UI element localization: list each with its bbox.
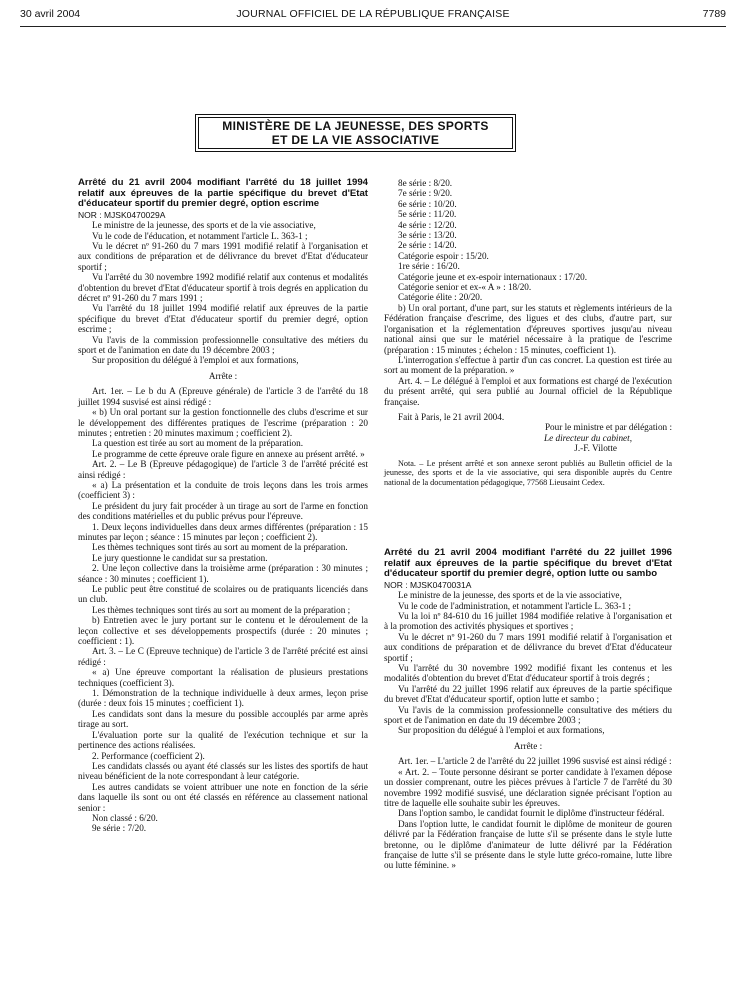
grade-line: 8e série : 8/20. <box>398 178 453 188</box>
paragraph: Sur proposition du délégué à l'emploi et aux formations, <box>92 355 299 366</box>
paragraph: L'interrogation s'effectue à partir d'un cas concret. La question est tirée au sort au moment de la préparation. » <box>384 354 672 376</box>
ministry-line-1: MINISTÈRE DE LA JEUNESSE, DES SPORTS <box>222 119 489 133</box>
signature-place-date: Fait à Paris, le 21 avril 2004. <box>398 411 505 422</box>
paragraph: Les thèmes techniques sont tirés au sort au moment de la préparation. <box>92 542 348 553</box>
article-paragraph: Art. 4. – Le délégué à l'emploi et aux formations est chargé de l'exécution du présent arrêté, qui sera publié au Journal officiel de la République française. <box>384 375 672 407</box>
nota-note: Nota. – Le présent arrêté et son annexe seront publiés au Bulletin officiel de la jeunesse, des sports et de la vie associative, qui sera disponible auprès du Centre national de la documentation pédagogique, 77568 Lieusaint Cedex. <box>384 458 672 487</box>
paragraph: La question est tirée au sort au moment de la préparation. <box>92 438 303 449</box>
article-paragraph: Art. 3. – Le C (Epreuve technique) de l'article 3 de l'arrêté précité est ainsi rédigé : <box>78 646 368 667</box>
grade-line: Catégorie espoir : 15/20. <box>398 250 489 261</box>
signature-role: Le directeur du cabinet, <box>544 432 632 443</box>
decree-title: Arrêté du 21 avril 2004 modifiant l'arrêté du 22 juillet 1996 relatif aux épreuves de la partie spécifique du brevet d'Etat d'éducateur sportif du premier degré, option lutte ou sambo <box>384 547 672 580</box>
grade-line: Catégorie jeune et ex-espoir internationaux : 17/20. <box>398 271 588 282</box>
arrete-heading: Arrête : <box>513 740 543 751</box>
paragraph: 2. Performance (coefficient 2). <box>92 750 205 761</box>
grade-line: 9e série : 7/20. <box>92 823 147 834</box>
paragraph: Vu l'arrêté du 18 juillet 1994 modifié relatif aux épreuves de la partie spécifique du brevet d'Etat d'éducateur sportif du premier degré, option escrime ; <box>78 303 368 335</box>
paragraph: « a) La présentation et la conduite de trois leçons dans les trois armes (coefficient 3) : <box>78 479 368 501</box>
page-header <box>20 8 726 24</box>
grade-line: Catégorie élite : 20/20. <box>398 292 483 303</box>
right-column-bottom <box>384 548 672 871</box>
header-page-number: 7789 <box>702 8 726 20</box>
paragraph: Vu l'avis de la commission professionnelle consultative des métiers du sport et de l'animation en date du 19 décembre 2003 ; <box>78 334 368 356</box>
article-paragraph: Art. 1er. – L'article 2 de l'arrêté du 22 juillet 1996 susvisé est ainsi rédigé : <box>398 756 672 767</box>
paragraph: Dans l'option lutte, le candidat fournit le diplôme de moniteur de gouren délivré par la Fédération française de lutte s'il se présente dans le style lutte bretonne, ou le diplôme d'animateur de lutte délivré par la Fédération française de lutte s'il se présente dans le style lutte gréco-romaine, lutte libre ou lutte féminine. » <box>384 818 672 871</box>
paragraph: Le programme de cette épreuve orale figure en annexe au présent arrêté. » <box>92 448 365 459</box>
paragraph: « Art. 2. – Toute personne désirant se porter candidate à l'examen dépose un dossier comprenant, outre les pièces prévues à l'article 7 de l'arrêté du 30 novembre 1992 modifié susvisé, une déclaration signée précisant l'option au titre de laquelle elle souhaite subir les épreuves. <box>384 766 672 808</box>
signature-delegation: Pour le ministre et par délégation : <box>544 422 672 433</box>
paragraph: Vu la loi nº 84-610 du 16 juillet 1984 modifiée relative à l'organisation et à la promotion des activités physiques et sportives ; <box>384 611 672 632</box>
grade-line: 3e série : 13/20. <box>398 230 457 241</box>
paragraph: L'évaluation porte sur la qualité de l'exécution technique et sur la pertinence des actions réalisées. <box>78 729 368 751</box>
grade-line: 5e série : 11/20. <box>398 209 457 220</box>
paragraph: Dans l'option sambo, le candidat fournit le diplôme d'instructeur fédéral. <box>398 808 665 819</box>
paragraph: Vu le décret nº 91-260 du 7 mars 1991 modifié relatif à l'organisation et aux conditions de préparation et de délivrance du brevet d'Etat d'éducateur sportif ; <box>78 241 368 272</box>
paragraph: Le public peut être constitué de scolaires ou de pratiquants licenciés dans un club. <box>78 584 368 605</box>
grade-line: Non classé : 6/20. <box>92 812 158 823</box>
header-date: 30 avril 2004 <box>20 8 81 20</box>
grade-line: 4e série : 12/20. <box>398 219 457 230</box>
paragraph: Vu l'arrêté du 30 novembre 1992 modifié relatif aux contenus et modalités d'obtention du brevet d'Etat d'éducateur sportif à trois degrés en application du décret nº 91-260 du 7 mars 1991 ; <box>78 272 368 304</box>
header-rule <box>20 26 726 27</box>
article-paragraph: Art. 2. – Le B (Epreuve pédagogique) de l'article 3 de l'arrêté précité est ainsi rédigé : <box>78 459 368 480</box>
paragraph: Vu l'arrêté du 22 juillet 1996 relatif aux épreuves de la partie spécifique du brevet d'Etat d'éducateur sportif, option lutte et sambo ; <box>384 683 672 705</box>
paragraph: Vu le décret nº 91-260 du 7 mars 1991 modifié relatif à l'organisation et aux conditions de préparation et de délivrance du brevet d'Etat d'éducateur sportif ; <box>384 631 672 663</box>
paragraph: Vu l'avis de la commission professionnelle consultative des métiers du sport et de l'animation en date du 19 décembre 2003 ; <box>384 704 672 726</box>
right-column-top <box>384 178 672 487</box>
paragraph: Les thèmes techniques sont tirés au sort au moment de la préparation ; <box>92 604 351 615</box>
paragraph: Sur proposition du délégué à l'emploi et aux formations, <box>398 725 605 736</box>
paragraph: Les candidats sont dans la mesure du possible accouplés par arme après tirage au sort. <box>78 708 368 730</box>
paragraph: « b) Un oral portant sur la gestion fonctionnelle des clubs d'escrime et sur le développement des différentes pratiques de l'escrime (préparation : 20 minutes ; entretien : 20 minutes maximum ; coefficient 2). <box>78 407 368 438</box>
paragraph: 1. Deux leçons individuelles dans deux armes différentes (préparation : 15 minutes par leçon ; séance : 15 minutes par leçon ; coefficient 2). <box>78 521 368 542</box>
paragraph: Le ministre de la jeunesse, des sports et de la vie associative, <box>92 220 316 231</box>
left-column <box>78 178 368 834</box>
signature-name: J.-F. Vilotte <box>574 443 617 454</box>
ministry-box <box>195 114 516 152</box>
paragraph: Le ministre de la jeunesse, des sports et de la vie associative, <box>398 590 622 601</box>
paragraph: Vu le code de l'administration, et notamment l'article L. 363-1 ; <box>398 600 631 611</box>
paragraph: 2. Une leçon collective dans la troisième arme (préparation : 30 minutes ; séance : 30 minutes ; coefficient 1). <box>78 563 368 584</box>
grade-line: Catégorie senior et ex-« A » : 18/20. <box>398 282 532 293</box>
paragraph: Vu le code de l'éducation, et notamment l'article L. 363-1 ; <box>92 230 308 241</box>
grade-line: 7e série : 9/20. <box>398 188 453 199</box>
paragraph: 1. Démonstration de la technique individuelle à deux armes, leçon prise (durée : deux fois 15 minutes ; coefficient 1). <box>78 688 368 709</box>
paragraph: Le président du jury fait procéder à un tirage au sort de l'arme en fonction des conditions matérielles et du public prévus pour l'épreuve. <box>78 500 368 522</box>
header-journal-title: JOURNAL OFFICIEL DE LA RÉPUBLIQUE FRANÇAISE <box>236 8 510 20</box>
paragraph: Le jury questionne le candidat sur sa prestation. <box>92 552 268 563</box>
grade-line: 1re série : 16/20. <box>398 261 460 272</box>
paragraph: Les autres candidats se voient attribuer une note en fonction de la série dans laquelle ils sont ou ont été classés en référence au classement national senior : <box>78 781 368 813</box>
paragraph: b) Un oral portant, d'une part, sur les statuts et règlements intérieurs de la Fédération française d'escrime, des ligues et des clubs, d'autre part, sur l'organisation et la réglementation d'épreuves sportives jusqu'au niveau national ainsi que sur le matériel nécessaire à la pratique de l'escrime (préparation : 15 minutes ; échelon : 15 minutes, coefficient 1). <box>384 302 672 355</box>
nor-reference: NOR : MJSK0470031A <box>384 579 472 590</box>
grade-line: 6e série : 10/20. <box>398 198 457 209</box>
decree-title: Arrêté du 21 avril 2004 modifiant l'arrêté du 18 juillet 1994 relatif aux épreuves de la partie spécifique du brevet d'Etat d'éducateur sportif du premier degré, option escrime <box>78 177 368 210</box>
grade-line: 2e série : 14/20. <box>398 240 457 251</box>
paragraph: b) Entretien avec le jury portant sur le contenu et le déroulement de la leçon collective et ses développements prospectifs (durée : 20 minutes ; coefficient : 1). <box>78 615 368 647</box>
paragraph: Les candidats classés ou ayant été classés sur les listes des sportifs de haut niveau bénéficient de la note correspondant à leur catégorie. <box>78 760 368 782</box>
article-paragraph: Art. 1er. – Le b du A (Epreuve générale) de l'article 3 de l'arrêté du 18 juillet 1994 susvisé est ainsi rédigé : <box>78 386 368 407</box>
paragraph: « a) Une épreuve comportant la réalisation de plusieurs prestations techniques (coefficient 3). <box>78 667 368 688</box>
arrete-heading: Arrête : <box>208 370 238 381</box>
ministry-line-2: ET DE LA VIE ASSOCIATIVE <box>271 133 440 147</box>
nor-reference: NOR : MJSK0470029A <box>78 209 166 220</box>
paragraph: Vu l'arrêté du 30 novembre 1992 modifié fixant les contenus et les modalités d'obtention du brevet d'Etat d'éducateur sportif à trois degrés ; <box>384 663 672 684</box>
